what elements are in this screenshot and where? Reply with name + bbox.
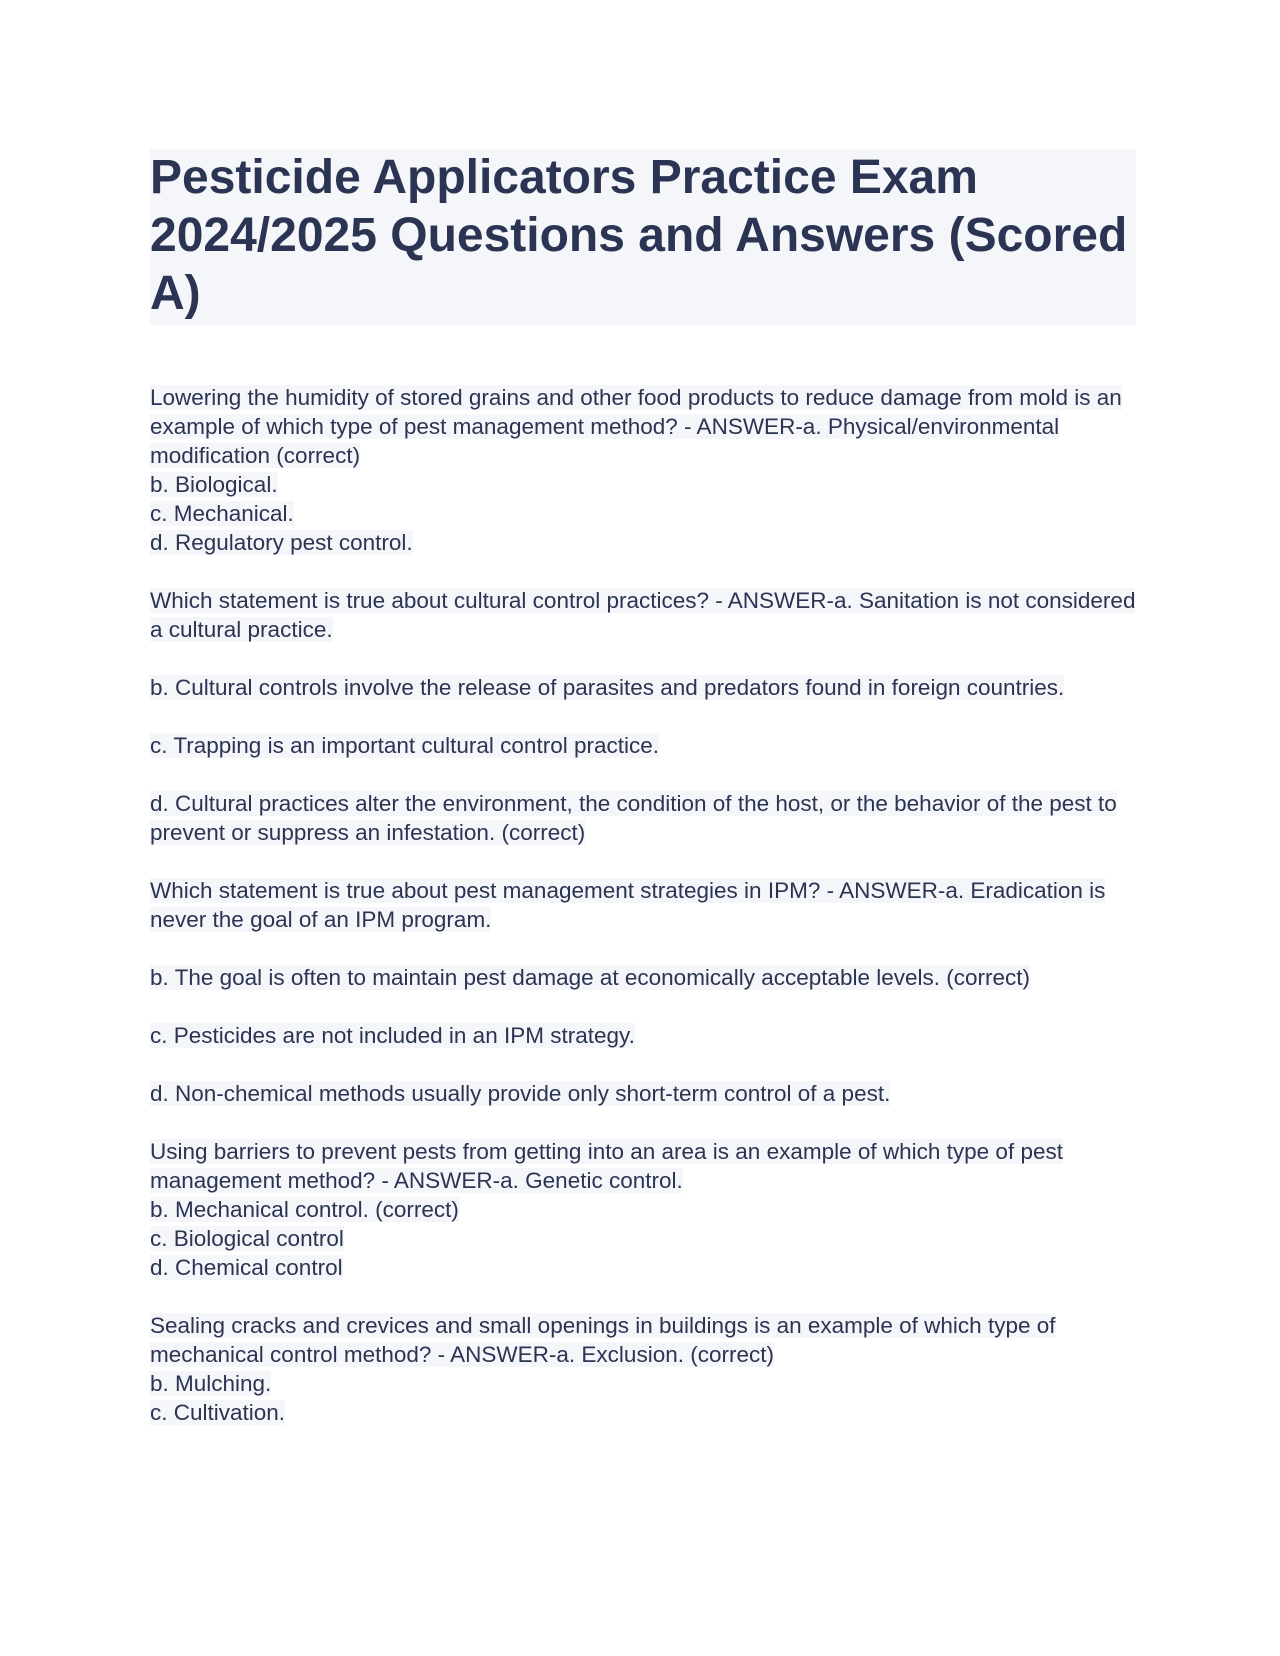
document-page bbox=[150, 149, 1136, 1456]
document-title: Pesticide Applicators Practice Exam 2024/2025 Questions and Answers (Scored A) bbox=[150, 151, 1128, 320]
question-text: Which statement is true about cultural control practices? - ANSWER-a. Sanitation is not considered a cultural practice. bbox=[150, 588, 1136, 642]
answer-option: b. Mulching. bbox=[150, 1371, 272, 1396]
answer-option: c. Biological control bbox=[150, 1226, 344, 1251]
question-block bbox=[150, 876, 1136, 934]
question-text: Lowering the humidity of stored grains and other food products to reduce damage from mold is an example of which type of pest management method? - ANSWER-a. Physical/environmental modification (correct) bbox=[150, 385, 1122, 468]
answer-option: b. Cultural controls involve the release of parasites and predators found in foreign countries. bbox=[150, 675, 1065, 700]
answer-option: c. Trapping is an important cultural control practice. bbox=[150, 733, 659, 758]
document-body bbox=[150, 383, 1136, 1427]
question-text: Using barriers to prevent pests from getting into an area is an example of which type of pest management method? - ANSWER-a. Genetic control. bbox=[150, 1139, 1063, 1193]
answer-option: d. Chemical control bbox=[150, 1255, 343, 1280]
answer-option-block bbox=[150, 1021, 1136, 1050]
question-block bbox=[150, 586, 1136, 644]
question-block bbox=[150, 383, 1136, 557]
answer-option: b. Biological. bbox=[150, 472, 278, 497]
answer-option: b. The goal is often to maintain pest damage at economically acceptable levels. (correct) bbox=[150, 965, 1031, 990]
answer-option: c. Mechanical. bbox=[150, 501, 294, 526]
answer-option-block bbox=[150, 1079, 1136, 1108]
title-block bbox=[150, 149, 1136, 325]
question-block bbox=[150, 1311, 1136, 1427]
answer-option: d. Cultural practices alter the environment, the condition of the host, or the behavior of the pest to prevent or suppress an infestation. (correct) bbox=[150, 791, 1117, 845]
question-text: Which statement is true about pest management strategies in IPM? - ANSWER-a. Eradication is never the goal of an IPM program. bbox=[150, 878, 1106, 932]
answer-option-block bbox=[150, 673, 1136, 702]
answer-option: c. Pesticides are not included in an IPM strategy. bbox=[150, 1023, 635, 1048]
answer-option: d. Regulatory pest control. bbox=[150, 530, 413, 555]
answer-option: b. Mechanical control. (correct) bbox=[150, 1197, 459, 1222]
answer-option-block bbox=[150, 789, 1136, 847]
answer-option: d. Non-chemical methods usually provide only short-term control of a pest. bbox=[150, 1081, 891, 1106]
answer-option: c. Cultivation. bbox=[150, 1400, 286, 1425]
answer-option-block bbox=[150, 963, 1136, 992]
answer-option-block bbox=[150, 731, 1136, 760]
question-block bbox=[150, 1137, 1136, 1282]
question-text: Sealing cracks and crevices and small openings in buildings is an example of which type of mechanical control method? - ANSWER-a. Exclusion. (correct) bbox=[150, 1313, 1056, 1367]
